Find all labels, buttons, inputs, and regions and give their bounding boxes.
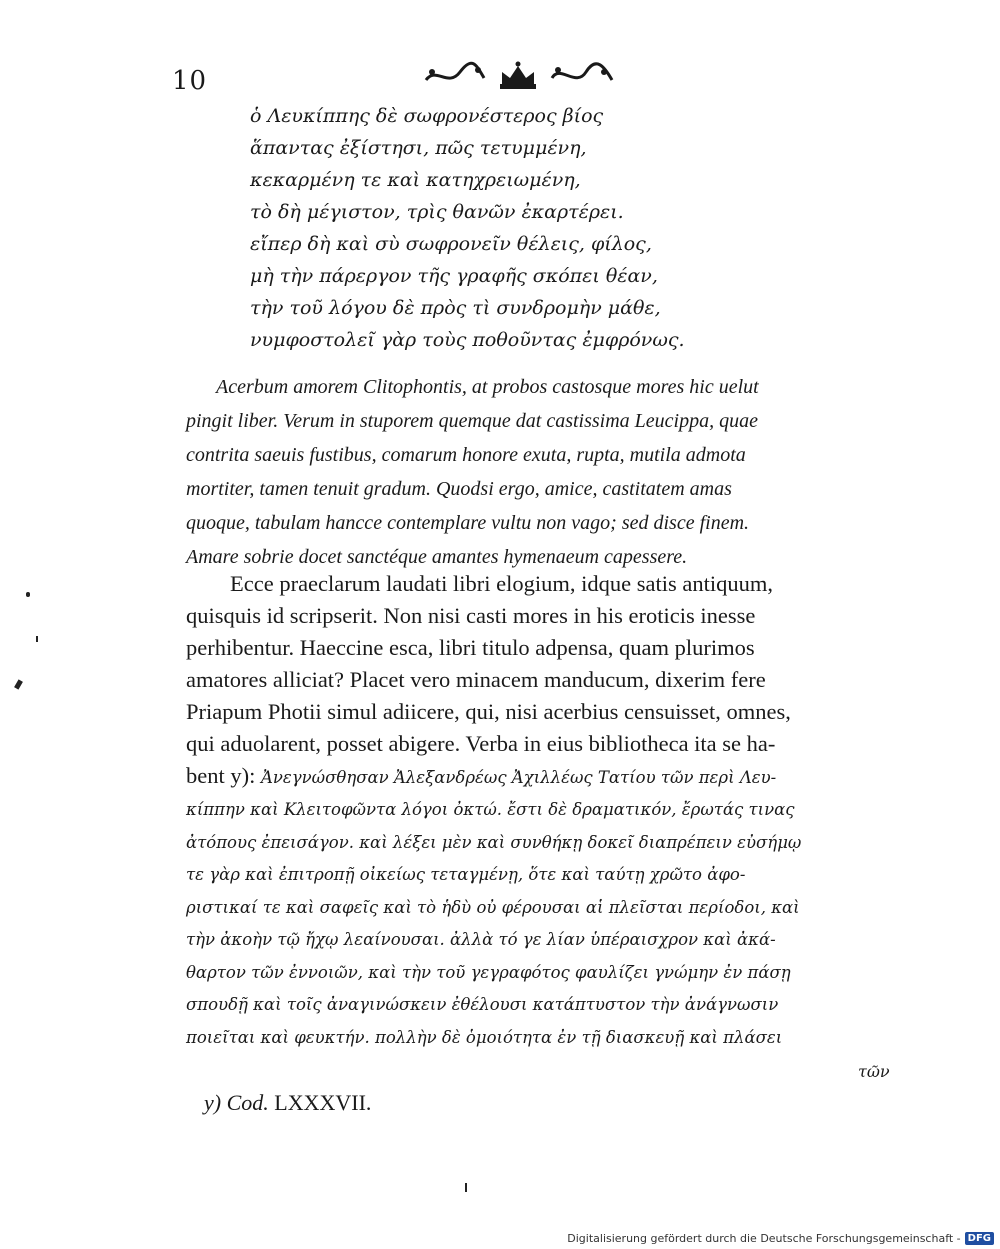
verse-line: νυμφοστολεῖ γὰρ τοὺς ποθοῦντας ἐμφρόνως. [250, 329, 685, 351]
body-line: Priapum Photii simul adiicere, qui, nisi acerbius censuisset, omnes, [186, 699, 791, 724]
greek-verse [250, 100, 810, 356]
body-line: amatores alliciat? Placet vero minacem manducum, dixerim fere [186, 667, 766, 692]
body-line: qui aduolarent, posset abigere. Verba in eius bibliotheca ita se ha- [186, 731, 776, 756]
verse-line: εἴπερ δὴ καὶ σὺ σωφρονεῖν θέλεις, φίλος, [250, 233, 652, 255]
digitization-credit [567, 1232, 994, 1245]
greek-line: ριστικαί τε καὶ σαφεῖς καὶ τὸ ἡδὺ οὐ φέρουσαι αἱ πλεῖσται περίοδοι, καὶ [186, 897, 800, 917]
greek-quotation [186, 794, 906, 1054]
crown-ornament-icon [418, 58, 618, 94]
latin-line: pingit liber. Verum in stuporem quemque dat castissima Leucippa, quae [186, 410, 758, 432]
body-line: perhibentur. Haeccine esca, libri titulo adpensa, quam plurimos [186, 635, 755, 660]
greek-line: ἀτόπους ἐπεισάγον. καὶ λέξει μὲν καὶ συνθήκῃ δοκεῖ διαπρέπειν εὐσήμῳ [186, 832, 802, 852]
body-paragraph [186, 568, 906, 794]
greek-line: τὴν ἀκοὴν τῷ ἤχῳ λεαίνουσαι. ἀλλὰ τό γε λίαν ὑπέραισχρον καὶ ἀκά- [186, 930, 776, 949]
latin-translation [186, 370, 906, 574]
body-line-transition [186, 760, 906, 794]
body-line-lead: bent y): [186, 763, 256, 788]
footnote [204, 1090, 371, 1116]
margin-mark [36, 636, 38, 642]
greek-line: σπουδῇ καὶ τοῖς ἀναγινώσκειν ἐθέλουσι κατάπτυστον τὴν ἀνάγνωσιν [186, 995, 779, 1014]
latin-line: Acerbum amorem Clitophontis, at probos castosque mores hic uelut [216, 376, 759, 398]
latin-line: quoque, tabulam hancce contemplare vultu non vago; sed disce finem. [186, 512, 750, 534]
body-line: quisquis id scripserit. Non nisi casti mores in his eroticis inesse [186, 603, 756, 628]
latin-line: mortiter, tamen tenuit gradum. Quodsi ergo, amice, castitatem amas [186, 478, 732, 500]
verse-line: κεκαρμένη τε καὶ κατηχρειωμένη, [250, 169, 581, 191]
greek-quote-start: Ἀνεγνώσθησαν Ἀλεξανδρέως Ἀχιλλέως Τατίου τῶν περὶ Λευ- [260, 768, 777, 787]
dfg-logo: DFG [965, 1232, 994, 1245]
greek-line: ποιεῖται καὶ φευκτήν. πολλὴν δὲ ὁμοιότητα ἐν τῇ διασκευῇ καὶ πλάσει [186, 1027, 783, 1047]
latin-line: contrita saeuis fustibus, comarum honore exuta, rupta, mutila admota [186, 444, 746, 466]
margin-mark [465, 1183, 467, 1192]
greek-line: κίππην καὶ Κλειτοφῶντα λόγοι ὀκτώ. ἔστι δὲ δραματικόν, ἔρωτάς τινας [186, 800, 795, 819]
greek-line: τε γὰρ καὶ ἐπιτροπῇ οἰκείως τεταγμένῃ, ὅτε καὶ ταύτῃ χρῶτο ἀφο- [186, 865, 746, 884]
verse-line: τὴν τοῦ λόγου δὲ πρὸς τὶ συνδρομὴν μάθε, [250, 297, 661, 319]
greek-line: θαρτον τῶν ἐννοιῶν, καὶ τὴν τοῦ γεγραφότος φαυλίζει γνώμην ἐν πάσῃ [186, 962, 791, 982]
footnote-marker: y) Cod. [204, 1090, 269, 1115]
margin-mark [14, 679, 23, 689]
catchword: τῶν [858, 1062, 890, 1081]
credit-text: Digitalisierung gefördert durch die Deutsche Forschungsgemeinschaft - [567, 1232, 961, 1245]
page-number: 10 [172, 66, 208, 96]
verse-line: μὴ τὴν πάρεργον τῆς γραφῆς σκόπει θέαν, [250, 265, 658, 287]
verse-line: τὸ δὴ μέγιστον, τρὶς θανῶν ἐκαρτέρει. [250, 201, 624, 223]
verse-line: ὁ Λευκίππης δὲ σωφρονέστερος βίος [250, 105, 604, 127]
footnote-reference: LXXXVII. [274, 1090, 372, 1115]
body-line: Ecce praeclarum laudati libri elogium, idque satis antiquum, [230, 571, 773, 596]
margin-mark [26, 592, 30, 597]
latin-line: Amare sobrie docet sanctéque amantes hymenaeum capessere. [186, 546, 688, 568]
verse-line: ἅπαντας ἐξίστησι, πῶς τετυμμένη, [250, 137, 587, 159]
